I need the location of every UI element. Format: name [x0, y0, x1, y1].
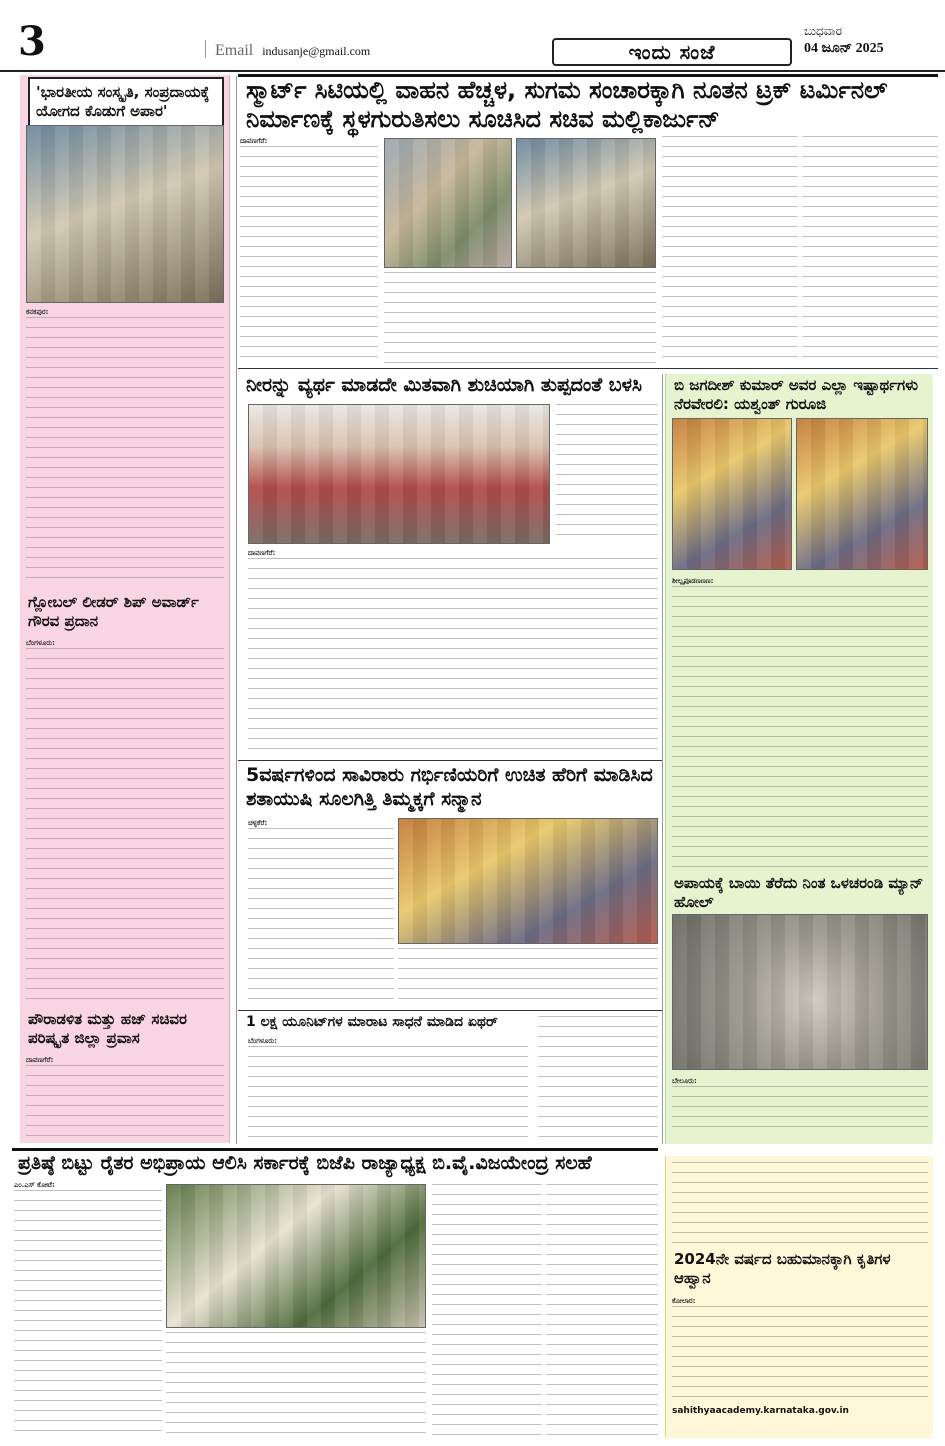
divider — [12, 1148, 658, 1151]
date: 04 ಜೂನ್ 2025 — [804, 41, 884, 56]
tour-text — [26, 1065, 224, 1137]
award-notice-headline: 2024ನೇ ವರ್ಷದ ಬಹುಮಾನಕ್ಕಾಗಿ ಕೃತಿಗಳ ಆಹ್ವಾನ — [674, 1250, 891, 1287]
yoga-body — [26, 307, 224, 589]
award-notice-body — [672, 1296, 928, 1432]
award-body — [26, 638, 224, 1008]
lead-text — [802, 136, 938, 364]
gurujee-headline: ಬಿ ಜಗದೀಶ್ ಕುಮಾರ್ ಅವರ ಎಲ್ಲಾ ಇಷ್ಟಾರ್ಥಗಳು ನೆರವೇರಲಿ: ಯಶ್ವಂತ್ ಗುರೂಜಿ — [674, 376, 919, 413]
tour-headline: ಪೌರಾಡಳಿತ ಮತ್ತು ಹಜ್ ಸಚಿವರ ಪರಿಷ್ಕೃತ ಜಿಲ್ಲಾ ಪ್ರವಾಸ — [28, 1010, 187, 1047]
gurujee-dateline: ಶೀಲ್ಪೃಪೂಡಣಣಣ: — [672, 577, 714, 585]
award-dateline: ಬೆಂಗಳೂರು: — [26, 639, 55, 647]
vijayendra-text — [432, 1184, 542, 1438]
gurujee-photo-1 — [672, 418, 792, 570]
yoga-dateline: ಕನಕಪುರ: — [26, 308, 49, 316]
right-column — [665, 374, 933, 1144]
lead-body-col4 — [802, 136, 938, 364]
award-notice-dateline: ಕೋಲಾರ: — [672, 1297, 696, 1305]
ather-body — [248, 1036, 528, 1142]
vijayendra-text — [14, 1190, 162, 1436]
yoga-photo — [26, 125, 224, 303]
water-text — [556, 404, 658, 544]
tour-dateline: ದಾವಣಗೆರೆ: — [26, 1056, 54, 1064]
left-column — [20, 75, 230, 1143]
email-label: Email — [215, 42, 254, 59]
award-headline: ಗ್ಲೋಬಲ್ ಲೀಡರ್ ಶಿಪ್ ಅವಾರ್ಡ್ ಗೌರವ ಪ್ರದಾನ — [28, 593, 199, 630]
manhole-headline: ಅಪಾಯಕ್ಕೆ ಬಾಯಿ ತೆರೆದು ನಿಂತ ಒಳಚರಂಡಿ ಮ್ಯಾನ್ ಹೋಲ್ — [674, 874, 924, 911]
tour-body — [26, 1055, 224, 1139]
manhole-dateline: ಬೇಲೂರು: — [672, 1077, 697, 1085]
divider — [236, 76, 237, 1144]
lead-headline: ಸ್ಮಾರ್ಟ್ ಸಿಟಿಯಲ್ಲಿ ವಾಹನ ಹೆಚ್ಚಳ, ಸುಗಮ ಸಂಚಾರಕ್ಕಾಗಿ ನೂತನ ಟ್ರಕ್ ಟರ್ಮಿನಲ್ ನಿರ್ಮಾಣಕ್ಕೆ ಸ್ಥಳಗುರುತಿಸಲು ಸೂಚಿಸಿದ ಸಚಿವ ಮಲ್ಲಿಕಾರ್ಜುನ್ — [246, 76, 888, 133]
issue-date — [804, 22, 884, 58]
award-notice-text — [672, 1162, 928, 1246]
gurujee-text — [672, 586, 928, 874]
vijayendra-headline: ಪ್ರತಿಷ್ಠೆ ಬಿಟ್ಟು ರೈತರ ಅಭಿಪ್ರಾಯ ಆಲಿಸಿ ಸರ್ಕಾರಕ್ಕೆ ಬಿಜೆಪಿ ರಾಜ್ಯಾಧ್ಯಕ್ಷ ಬಿ.ವೈ.ವಿಜಯೇಂದ್ರ ಸಲಹೆ — [18, 1152, 592, 1174]
academy-website[interactable]: sahithyaacademy.karnataka.gov.in — [672, 1406, 849, 1416]
water-body — [248, 548, 658, 756]
brand-name: ಇಂದು ಸಂಜೆ — [628, 40, 716, 64]
gurujee-body — [672, 576, 928, 876]
award-notice-top — [672, 1162, 928, 1246]
ather-text — [248, 1046, 528, 1140]
lead-photo — [384, 138, 512, 268]
newspaper-logo — [552, 38, 792, 66]
ather-text — [538, 1016, 658, 1142]
manhole-body — [672, 1076, 928, 1138]
ather-dateline: ಬೆಂಗಳೂರು: — [248, 1037, 277, 1045]
midwife-text — [398, 948, 658, 1004]
ather-headline: 1 ಲಕ್ಷ ಯೂನಿಟ್‌ಗಳ ಮಾರಾಟ ಸಾಧನೆ ಮಾಡಿದ ಏಥರ್ — [246, 1014, 498, 1030]
vijayendra-photo — [166, 1184, 426, 1328]
water-text — [248, 558, 658, 754]
email-line — [215, 42, 370, 60]
award-notice-text — [672, 1306, 928, 1402]
vijayendra-dateline: ಎಂ.ಎಸ್ ಕೋಟೆ: — [14, 1181, 55, 1189]
manhole-text — [672, 1086, 928, 1136]
divider — [205, 40, 213, 58]
lead-photo-meeting — [516, 138, 656, 268]
lead-body-col3 — [662, 136, 798, 364]
lead-body-col2 — [384, 272, 656, 364]
lead-text — [384, 272, 656, 364]
lead-body-col1 — [240, 136, 378, 364]
divider — [238, 1010, 662, 1011]
divider — [662, 374, 663, 1144]
midwife-body-2 — [398, 948, 658, 1004]
masthead — [0, 0, 945, 72]
lead-text — [240, 146, 378, 362]
weekday: ಬುಧವಾರ — [804, 24, 842, 38]
water-body-side — [556, 404, 658, 544]
vijayendra-body — [14, 1180, 162, 1438]
vijayendra-text — [166, 1332, 426, 1438]
award-text — [26, 648, 224, 1006]
lead-dateline: ದಾವಣಗೆರೆ: — [240, 137, 268, 145]
divider — [238, 760, 662, 761]
midwife-photo — [398, 818, 658, 944]
yoga-headline: 'ಭಾರತೀಯ ಸಂಸ್ಕೃತಿ, ಸಂಪ್ರದಾಯಕ್ಕೆ ಯೋಗದ ಕೊಡುಗೆ ಅಪಾರ' — [28, 77, 224, 127]
page-number: 3 — [18, 18, 46, 65]
midwife-body — [248, 818, 394, 1004]
divider — [238, 368, 938, 369]
midwife-headline: 5ವರ್ಷಗಳಿಂದ ಸಾವಿರಾರು ಗರ್ಭಿಣಿಯರಿಗೆ ಉಚಿತ ಹೆರಿಗೆ ಮಾಡಿಸಿದ ಶತಾಯುಷಿ ಸೂಲಗಿತ್ತಿ ತಿಮ್ಮಕ್ಕಗೆ ಸನ್ಮಾನ — [246, 764, 653, 810]
email-address[interactable]: indusanje@gmail.com — [262, 44, 371, 58]
vijayendra-body-4 — [546, 1184, 658, 1438]
vijayendra-body-2 — [166, 1332, 426, 1438]
yoga-text — [26, 317, 224, 587]
vijayendra-text — [546, 1184, 658, 1438]
manhole-photo — [672, 914, 928, 1070]
ather-body-2 — [538, 1016, 658, 1142]
lead-text — [662, 136, 798, 364]
midwife-text — [248, 828, 394, 1002]
water-photo — [248, 404, 550, 544]
award-notice — [665, 1156, 933, 1438]
vijayendra-body-3 — [432, 1184, 542, 1438]
water-dateline: ದಾವಣಗೆರೆ: — [248, 549, 276, 557]
gurujee-photo-2 — [796, 418, 928, 570]
midwife-dateline: ಚಳ್ಳಕೆರೆ: — [248, 819, 268, 827]
water-headline: ನೀರನ್ನು ವ್ಯರ್ಥ ಮಾಡದೇ ಮಿತವಾಗಿ ಶುಚಿಯಾಗಿ ತುಪ್ಪದಂತೆ ಬಳಸಿ — [246, 374, 643, 396]
